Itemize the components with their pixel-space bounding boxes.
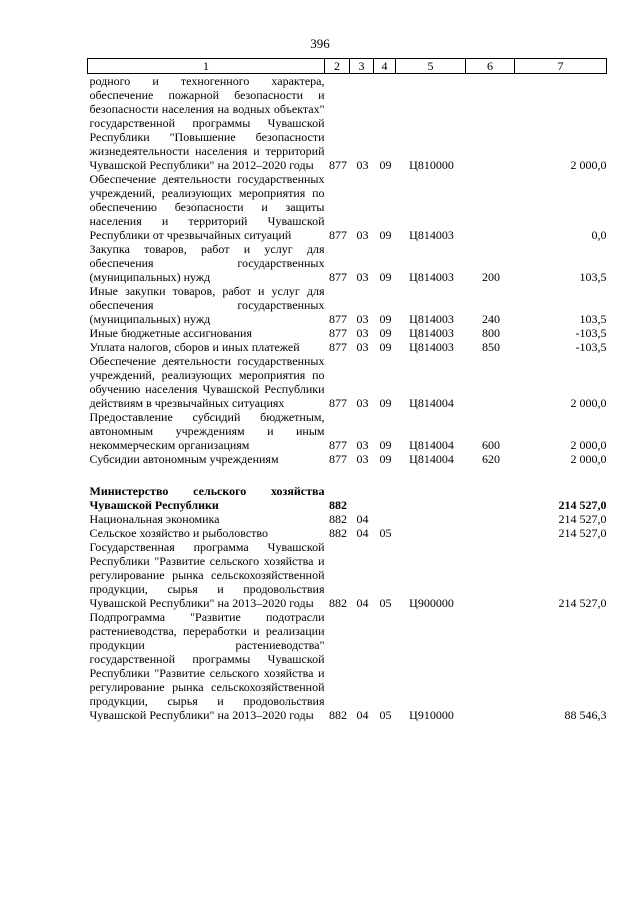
table-row [88, 540, 607, 610]
row-expense-type-cell [466, 610, 515, 722]
row-subsection-cell: 09 [379, 326, 392, 340]
page-number: 396 [310, 36, 330, 51]
col-header-4: 4 [374, 59, 396, 74]
row-grbs-cell: 877 [329, 340, 347, 354]
row-expense-type-cell [466, 540, 515, 610]
row-amount-cell: 214 527,0 [558, 498, 607, 512]
row-target-code-cell: Ц814004 [409, 438, 454, 452]
table-row [88, 452, 607, 466]
row-name-cell: Министерство сельского хозяйства Чувашской Республики [89, 484, 325, 512]
row-expense-type-cell: 600 [482, 438, 500, 452]
row-amount-cell: -103,5 [575, 340, 607, 354]
col-header-1: 1 [88, 59, 325, 74]
row-grbs-cell: 882 [329, 512, 347, 526]
row-expense-type-cell: 850 [482, 340, 500, 354]
row-subsection-cell [374, 484, 396, 512]
row-section-cell: 03 [356, 270, 369, 284]
table-row [88, 74, 607, 173]
row-amount-cell: 2 000,0 [570, 158, 607, 172]
row-target-code-cell: Ц810000 [409, 158, 454, 172]
row-expense-type-cell [466, 526, 515, 540]
budget-table [87, 58, 607, 722]
col-header-5: 5 [396, 59, 466, 74]
table-row [88, 242, 607, 284]
row-section-cell: 04 [356, 708, 369, 722]
row-name-cell: Субсидии автономным учреждениям [89, 452, 279, 466]
table-row [88, 284, 607, 326]
table-row [88, 610, 607, 722]
row-expense-type-cell [466, 466, 515, 484]
row-section-cell: 03 [356, 326, 369, 340]
row-subsection-cell: 09 [379, 228, 392, 242]
row-target-code-cell [396, 466, 466, 484]
row-grbs-cell: 877 [329, 228, 347, 242]
table-row [88, 526, 607, 540]
row-target-code-cell: Ц900000 [409, 596, 454, 610]
row-amount-cell: -103,5 [575, 326, 607, 340]
row-subsection-cell [374, 466, 396, 484]
row-target-code-cell: Ц814003 [409, 228, 454, 242]
row-target-code-cell: Ц910000 [409, 708, 454, 722]
row-amount-cell: 88 546,3 [564, 708, 607, 722]
row-expense-type-cell: 240 [482, 312, 500, 326]
col-header-7: 7 [515, 59, 607, 74]
row-name-cell: Обеспечение деятельности государственных учреждений, реализующих мероприятия по обучению населения Чувашской Республики действиям в чрезвычайных ситуациях [89, 354, 325, 410]
row-section-cell: 03 [356, 158, 369, 172]
row-target-code-cell: Ц814003 [409, 340, 454, 354]
row-section-cell [350, 466, 374, 484]
row-grbs-cell: 882 [329, 498, 347, 512]
row-subsection-cell: 05 [379, 526, 392, 540]
table-header-row [88, 59, 607, 74]
row-amount-cell: 214 527,0 [558, 512, 607, 526]
row-grbs-cell: 877 [329, 452, 347, 466]
row-name-cell: Иные бюджетные ассигнования [89, 326, 252, 340]
row-amount-cell [515, 466, 607, 484]
row-subsection-cell: 09 [379, 452, 392, 466]
row-section-cell: 03 [356, 396, 369, 410]
row-subsection-cell [374, 512, 396, 526]
row-subsection-cell: 09 [379, 396, 392, 410]
row-expense-type-cell [466, 74, 515, 173]
row-name-cell: Подпрограмма "Развитие подотрасли растениеводства, переработки и реализации продукции растениеводства" государственной программы Чувашской Республики "Развитие сельского хозяйства и регулирование рынка сельскохозяйственной продукции, сырья и продовольствия Чувашской Республики" на 2013–2020 годы [89, 610, 325, 722]
row-target-code-cell [396, 484, 466, 512]
row-section-cell [350, 484, 374, 512]
row-subsection-cell: 09 [379, 312, 392, 326]
row-subsection-cell: 05 [379, 596, 392, 610]
row-expense-type-cell [466, 354, 515, 410]
row-amount-cell: 2 000,0 [570, 438, 607, 452]
row-amount-cell: 214 527,0 [558, 596, 607, 610]
row-section-cell: 04 [356, 526, 369, 540]
row-section-cell: 04 [356, 512, 369, 526]
row-amount-cell: 2 000,0 [570, 396, 607, 410]
row-grbs-cell: 882 [329, 596, 347, 610]
row-amount-cell: 2 000,0 [570, 452, 607, 466]
table-row [88, 172, 607, 242]
row-target-code-cell: Ц814003 [409, 312, 454, 326]
row-subsection-cell: 05 [379, 708, 392, 722]
col-header-2: 2 [325, 59, 350, 74]
row-section-cell: 04 [356, 596, 369, 610]
row-grbs-cell: 877 [329, 438, 347, 452]
row-expense-type-cell: 200 [482, 270, 500, 284]
row-name-cell: Уплата налогов, сборов и иных платежей [89, 340, 300, 354]
table-row [88, 466, 607, 484]
row-section-cell: 03 [356, 312, 369, 326]
col-header-6: 6 [466, 59, 515, 74]
row-expense-type-cell: 800 [482, 326, 500, 340]
row-name-cell: Сельское хозяйство и рыболовство [89, 526, 269, 540]
table-body [88, 74, 607, 723]
table-row [88, 512, 607, 526]
row-name-cell [88, 466, 325, 484]
row-subsection-cell: 09 [379, 270, 392, 284]
row-amount-cell: 103,5 [579, 312, 607, 326]
row-name-cell: Национальная экономика [89, 512, 220, 526]
row-grbs-cell: 877 [329, 270, 347, 284]
row-target-code-cell: Ц814004 [409, 396, 454, 410]
row-name-cell: Обеспечение деятельности государственных учреждений, реализующих мероприятия по обеспечению безопасности и защиты населения и территорий Чувашской Республики от чрезвычайных ситуаций [89, 172, 325, 242]
row-expense-type-cell [466, 484, 515, 512]
row-expense-type-cell [466, 172, 515, 242]
row-subsection-cell: 09 [379, 340, 392, 354]
row-grbs-cell: 877 [329, 326, 347, 340]
col-header-3: 3 [350, 59, 374, 74]
row-amount-cell: 103,5 [579, 270, 607, 284]
row-grbs-cell: 877 [329, 396, 347, 410]
row-target-code-cell: Ц814004 [409, 452, 454, 466]
row-amount-cell: 0,0 [591, 228, 607, 242]
row-expense-type-cell: 620 [482, 452, 500, 466]
row-name-cell: Предоставление субсидий бюджетным, автономным учреждениям и иным некоммерческим организациям [89, 410, 325, 452]
table-row [88, 410, 607, 452]
row-section-cell: 03 [356, 452, 369, 466]
row-target-code-cell: Ц814003 [409, 326, 454, 340]
table-row [88, 326, 607, 340]
row-subsection-cell: 09 [379, 158, 392, 172]
row-section-cell: 03 [356, 228, 369, 242]
row-target-code-cell: Ц814003 [409, 270, 454, 284]
row-name-cell: Закупка товаров, работ и услуг для обеспечения государственных (муниципальных) нужд [89, 242, 325, 284]
row-grbs-cell: 882 [329, 526, 347, 540]
row-name-cell: Государственная программа Чувашской Республики "Развитие сельского хозяйства и регулирование рынка сельскохозяйственной продукции, сырья и продовольствия Чувашской Республики" на 2013–2020 годы [89, 540, 325, 610]
row-amount-cell: 214 527,0 [558, 526, 607, 540]
row-grbs-cell: 877 [329, 312, 347, 326]
row-grbs-cell: 882 [329, 708, 347, 722]
row-target-code-cell [396, 526, 466, 540]
row-target-code-cell [396, 512, 466, 526]
table-row [88, 340, 607, 354]
row-section-cell: 03 [356, 340, 369, 354]
row-grbs-cell [325, 466, 350, 484]
row-name-cell: Иные закупки товаров, работ и услуг для обеспечения государственных (муниципальных) нужд [89, 284, 325, 326]
table-row [88, 354, 607, 410]
row-subsection-cell: 09 [379, 438, 392, 452]
row-grbs-cell: 877 [329, 158, 347, 172]
row-expense-type-cell [466, 512, 515, 526]
row-section-cell: 03 [356, 438, 369, 452]
row-name-cell: родного и техногенного характера, обеспечение пожарной безопасности и безопасности населения на водных объектах" государственной программы Чувашской Республики "Повышение безопасности жизнедеятельности населения и территорий Чувашской Республики" на 2012–2020 годы [89, 74, 325, 172]
table-row [88, 484, 607, 512]
